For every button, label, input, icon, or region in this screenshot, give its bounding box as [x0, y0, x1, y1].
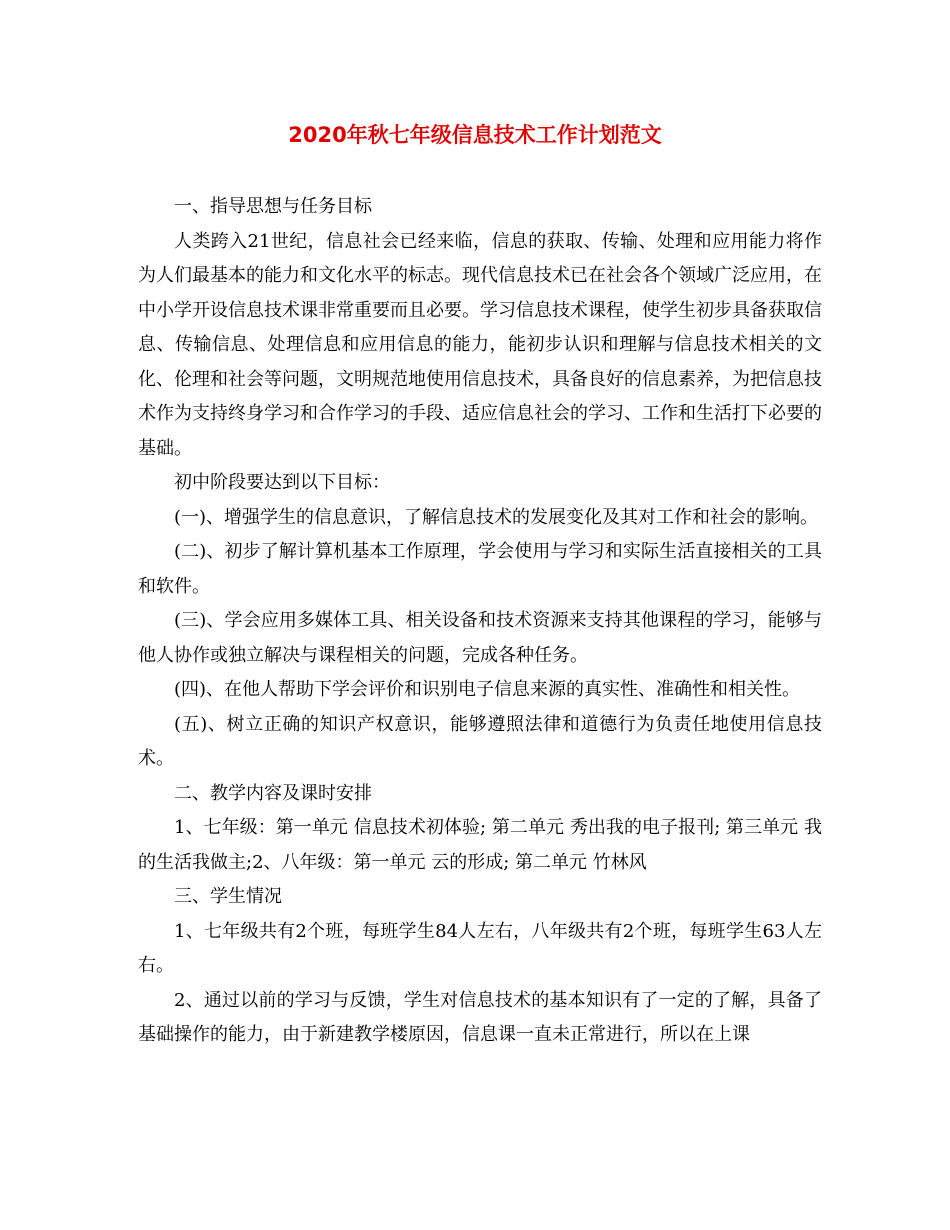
goal-item-2: (二)、初步了解计算机基本工作原理，学会使用与学习和实际生活直接相关的工具和软件。 [138, 541, 822, 597]
document-body [138, 190, 822, 1053]
paragraph-intro: 人类跨入21世纪，信息社会已经来临，信息的获取、传输、处理和应用能力将作为人们最基本的能力和文化水平的标志。现代信息技术已在社会各个领域广泛应用，在中小学开设信息技术课非常重要而且必要。学习信息技术课程，使学生初步具备获取信息、传输信息、处理信息和应用信息的能力，能初步认识和理解与信息技术相关的文化、伦理和社会等问题，文明规范地使用信息技术，具备良好的信息素养，为把信息技术作为支持终身学习和合作学习的手段、适应信息社会的学习、工作和生活打下必要的基础。 [138, 230, 822, 459]
document-title: 2020年秋七年级信息技术工作计划范文 [288, 123, 662, 147]
section-heading-content: 二、教学内容及课时安排 [174, 782, 372, 804]
goal-item-4: (四)、在他人帮助下学会评价和识别电子信息来源的真实性、准确性和相关性。 [174, 679, 801, 700]
goal-item-3: (三)、学会应用多媒体工具、相关设备和技术资源来支持其他课程的学习，能够与他人协作或独立解决与课程相关的问题，完成各种任务。 [138, 610, 822, 666]
section-heading-students: 三、学生情况 [174, 886, 282, 907]
section-heading-guiding-ideology: 一、指导思想与任务目标 [174, 196, 372, 217]
paragraph-goals-lead: 初中阶段要达到以下目标： [174, 472, 390, 493]
goal-item-5: (五)、树立正确的知识产权意识，能够遵照法律和道德行为负责任地使用信息技术。 [138, 713, 822, 769]
goal-item-1: (一)、增强学生的信息意识，了解信息技术的发展变化及其对工作和社会的影响。 [174, 506, 819, 528]
paragraph-student-count: 1、七年级共有2个班，每班学生84人左右，八年级共有2个班，每班学生63人左右。 [138, 920, 822, 976]
paragraph-student-feedback: 2、通过以前的学习与反馈，学生对信息技术的基本知识有了一定的了解，具备了基础操作的能力，由于新建教学楼原因，信息课一直未正常进行，所以在上课 [138, 989, 822, 1045]
paragraph-content-units: 1、七年级：第一单元 信息技术初体验; 第二单元 秀出我的电子报刊; 第三单元 我的生活我做主;2、八年级：第一单元 云的形成; 第二单元 竹林风 [138, 817, 822, 873]
